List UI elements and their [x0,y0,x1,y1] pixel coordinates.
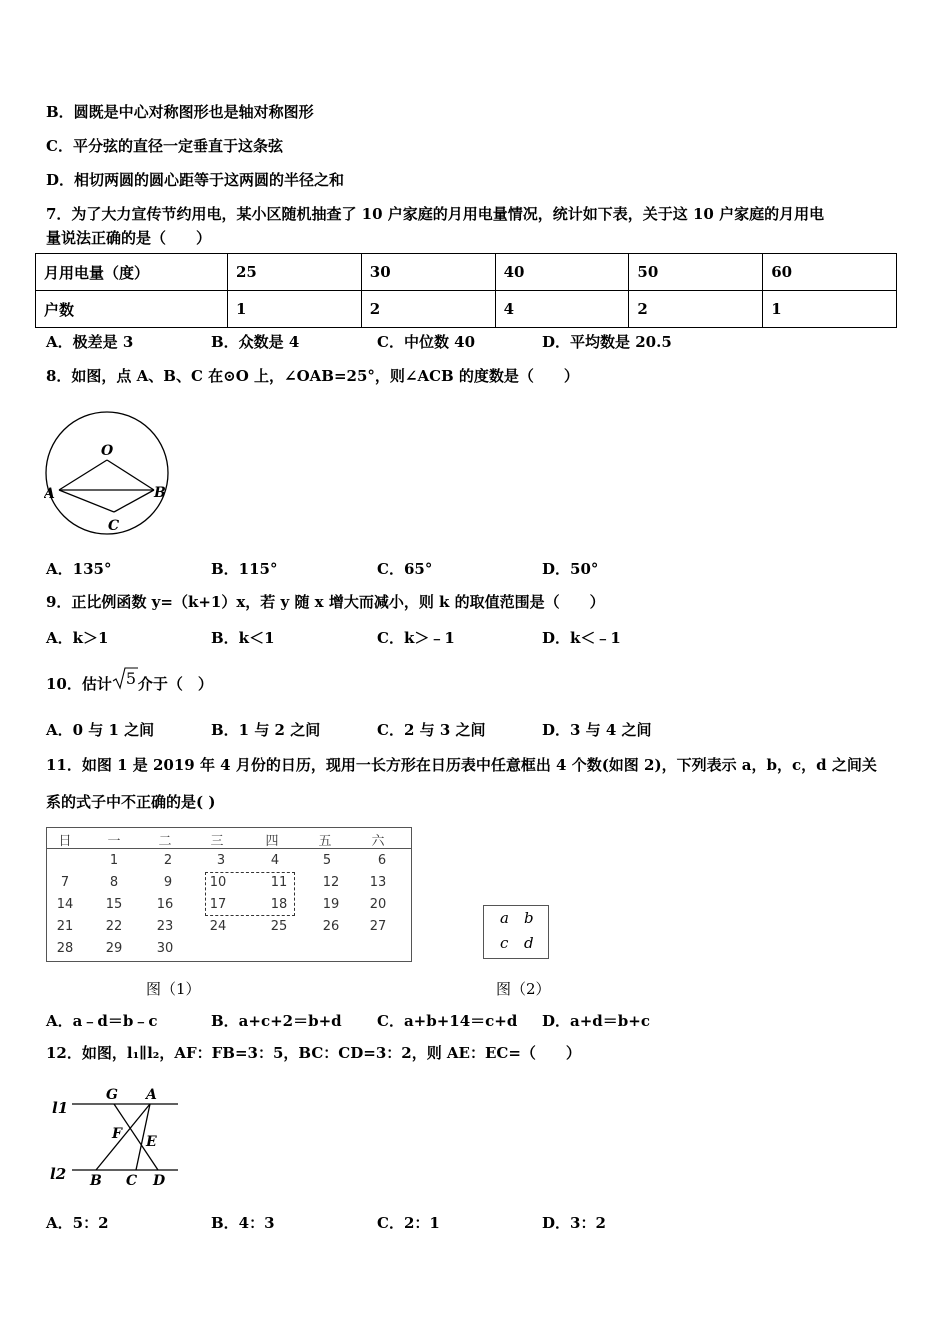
label-b: B [154,485,166,501]
calendar-figure [46,827,412,962]
label-d: D [153,1173,166,1189]
q10-suffix: 介于（ ） [137,675,213,693]
calendar-day: 9 [163,875,173,890]
label-o: O [101,443,114,459]
table-cell: 2 [629,291,763,328]
q11-option-a: A．a﹣d＝b﹣c [46,1012,158,1030]
label-l2: l2 [50,1165,67,1183]
calendar-day: 8 [109,875,119,890]
q7-stem-line1: 7．为了大力宣传节约用电，某小区随机抽查了 10 户家庭的月用电量情况，统计如下表，关于这 10 户家庭的月用电 [46,205,825,223]
q9-option-c: C．k＞﹣1 [377,629,455,647]
calendar-day: 26 [322,919,340,934]
q6-option-b: B．圆既是中心对称图形也是轴对称图形 [46,103,314,121]
table-cell: 60 [763,254,897,291]
electricity-table [35,253,897,328]
q11-stem-line2: 系的式子中不正确的是( ) [46,793,216,811]
calendar-header-cell: 五 [318,834,332,849]
calendar-day: 18 [270,897,288,912]
dashed-selection-box [205,872,295,916]
table-cell: 30 [361,254,495,291]
radicand: 5 [125,669,137,688]
q12-option-a: A．5：2 [46,1214,109,1232]
q8-options [46,558,906,578]
calendar-day: 22 [105,919,123,934]
calendar-header-cell: 日 [58,834,72,849]
label-a: A [44,486,55,502]
q11-option-d: D．a+d＝b+c [542,1012,650,1030]
calendar-day: 29 [105,941,123,956]
label-c: C [108,518,120,534]
table-cell: 1 [228,291,362,328]
q10-prefix: 10．估计 [46,675,112,693]
box-a: a [500,909,509,927]
calendar-day: 12 [322,875,340,890]
calendar-header-cell: 三 [210,834,224,849]
q8-option-b: B．115° [211,560,278,578]
q6-option-c: C．平分弦的直径一定垂直于这条弦 [46,137,283,155]
label-a: A [146,1087,157,1103]
q10-options [46,719,906,739]
q7-stem-line2: 量说法正确的是（ ） [46,229,212,247]
calendar-day: 24 [209,919,227,934]
label-e: E [146,1134,157,1150]
table-row [36,291,897,328]
q9-option-b: B．k＜1 [211,629,275,647]
q12-option-b: B．4：3 [211,1214,275,1232]
q8-stem: 8．如图，点 A、B、C 在⊙O 上，∠OAB=25°，则∠ACB 的度数是（ ） [46,367,579,385]
calendar-day: 16 [156,897,174,912]
q11-option-b: B．a+c+2＝b+d [211,1012,342,1030]
box-d: d [524,934,534,952]
calendar-header-cell: 二 [158,834,172,849]
q10-option-c: C．2 与 3 之间 [377,721,486,739]
q10-stem [46,669,213,694]
calendar-day: 21 [56,919,74,934]
q8-option-a: A．135° [46,560,112,578]
calendar-day: 17 [209,897,227,912]
table-cell: 50 [629,254,763,291]
q7-option-b: B．众数是 4 [211,333,300,351]
calendar-day: 28 [56,941,74,956]
circle-figure [44,408,174,538]
calendar-header-cell: 一 [107,834,121,849]
q12-stem: 12．如图，l₁∥l₂，AF：FB=3：5，BC：CD=3：2，则 AE：EC=（ ） [46,1044,581,1062]
q11-stem-line1: 11．如图 1 是 2019 年 4 月份的日历，现用一长方形在日历表中任意框出 4 个数(如图 2)，下列表示 a，b，c，d 之间关 [46,756,877,774]
table-cell: 户数 [36,291,228,328]
calendar-day: 20 [369,897,387,912]
figure-2-caption: 图（2） [496,980,551,998]
table-cell: 2 [361,291,495,328]
label-g: G [106,1087,118,1103]
q7-option-c: C．中位数 40 [377,333,476,351]
q8-option-c: C．65° [377,560,433,578]
q6-option-d: D．相切两圆的圆心距等于这两圆的半径之和 [46,171,345,189]
q8-option-d: D．50° [542,560,599,578]
calendar-day: 13 [369,875,387,890]
q11-option-c: C．a+b+14＝c+d [377,1012,518,1030]
calendar-header-cell: 六 [371,834,385,849]
q10-option-a: A．0 与 1 之间 [46,721,155,739]
box-c: c [500,934,509,952]
calendar-day: 11 [270,875,288,890]
q12-options [46,1212,906,1232]
calendar-day: 10 [209,875,227,890]
calendar-day: 14 [56,897,74,912]
label-f: F [112,1126,122,1142]
box-b: b [524,909,534,927]
q11-options [46,1010,906,1030]
table-row [36,254,897,291]
q10-option-d: D．3 与 4 之间 [542,721,652,739]
q12-option-c: C．2：1 [377,1214,440,1232]
calendar-day: 27 [369,919,387,934]
table-cell: 4 [495,291,629,328]
calendar-day: 23 [156,919,174,934]
q9-option-a: A．k＞1 [46,629,109,647]
parallel-lines-figure [46,1082,186,1194]
q9-stem: 9．正比例函数 y=（k+1）x，若 y 随 x 增大而减小，则 k 的取值范围是（ ） [46,593,605,611]
table-cell: 月用电量（度） [36,254,228,291]
calendar-day: 25 [270,919,288,934]
sqrt-expression [112,669,138,694]
calendar-day: 5 [322,853,332,868]
calendar-day: 6 [377,853,387,868]
calendar-day: 30 [156,941,174,956]
calendar-day: 19 [322,897,340,912]
q7-option-a: A．极差是 3 [46,333,134,351]
label-l1: l1 [52,1099,69,1117]
q9-option-d: D．k＜﹣1 [542,629,621,647]
calendar-day: 2 [163,853,173,868]
q12-option-d: D．3：2 [542,1214,606,1232]
table-cell: 40 [495,254,629,291]
four-number-box [483,905,549,959]
label-c: C [126,1173,138,1189]
table-cell: 25 [228,254,362,291]
calendar-day: 7 [60,875,70,890]
q10-option-b: B．1 与 2 之间 [211,721,321,739]
figure-1-caption: 图（1） [146,980,201,998]
table-cell: 1 [763,291,897,328]
calendar-day: 15 [105,897,123,912]
calendar-day: 3 [216,853,226,868]
q7-options [46,331,906,351]
calendar-header-cell: 四 [265,834,279,849]
q7-option-d: D．平均数是 20.5 [542,333,672,351]
calendar-day: 1 [109,853,119,868]
calendar-day: 4 [270,853,280,868]
label-b: B [90,1173,102,1189]
q9-options [46,627,906,647]
